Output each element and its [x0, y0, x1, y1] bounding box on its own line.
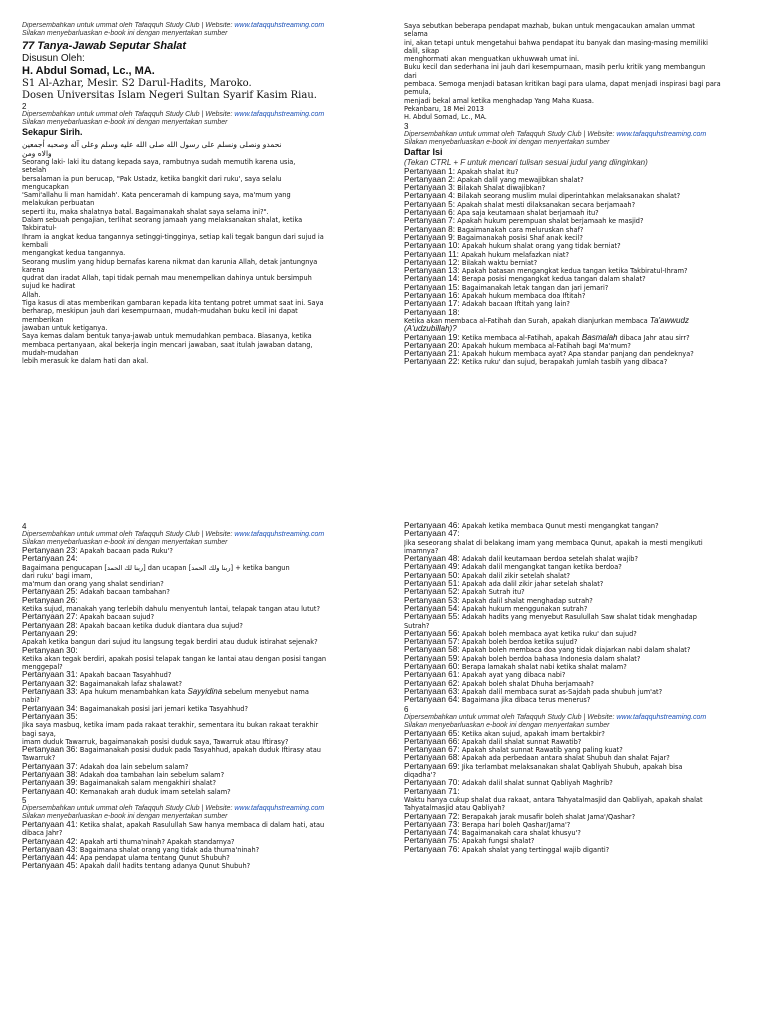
question-label: Pertanyaan 73:	[404, 819, 462, 829]
question-text: Apa pendapat ulama tentang Qunut Shubuh?	[79, 854, 230, 863]
website-link[interactable]: www.tafaqquhstreaming.com	[234, 111, 325, 118]
text-line: karena	[22, 265, 45, 274]
question-label: Pertanyaan 66:	[404, 736, 462, 746]
page-number: 4	[22, 522, 27, 531]
question-label: Pertanyaan 35:	[22, 711, 78, 721]
question-item[interactable]	[404, 226, 768, 234]
question-text: Apakah boleh membaca ayat ketika ruku' dan sujud?	[461, 629, 637, 638]
header-text: Dipersembahkan untuk ummat oleh Tafaqquh Study Club | Website:	[404, 130, 617, 138]
question-label: Pertanyaan 11:	[404, 249, 462, 259]
question-text: Apakah ada perbedaan antara shalat Shubuh dan shalat Fajar?	[461, 754, 670, 763]
question-term: Sayyidina	[185, 687, 223, 697]
question-text: Adakah hadits yang menyebut Rasulullah Saw shalat tidak menghadap	[461, 613, 697, 622]
question-text: Ketika akan tegak berdiri, apakah posisi telapak tangan ke lantai atau dengan posisi tangan	[22, 654, 327, 663]
question-text: Adakah doa lain sebelum salam?	[79, 762, 189, 771]
header-note: Silakan menyebarluaskan e-book ini dengan menyertakan sumber	[22, 30, 228, 37]
question-text: Apakah hukum shalat orang yang tidak berniat?	[461, 242, 621, 251]
toc-hint: (Tekan CTRL + F untuk mencari tulisan sesuai judul yang diinginkan)	[404, 157, 648, 167]
page-header	[404, 131, 768, 147]
question-text: Apakah bacaan pada Ruku'?	[79, 547, 173, 555]
question-item[interactable]	[404, 358, 768, 366]
text-line: selama	[404, 30, 428, 39]
question-text: Apakah hukum menggunakan sutrah?	[461, 604, 588, 613]
question-text: Apakah bacaan ketika duduk diantara dua sujud?	[79, 621, 243, 630]
author-education: S1 Al-Azhar, Mesir. S2 Darul-Hadits, Maroko.	[22, 78, 252, 89]
question-item[interactable]	[404, 763, 768, 771]
text-line: mengucapkan	[22, 182, 69, 191]
question-item[interactable]	[22, 597, 392, 605]
question-text: diqadha'?	[404, 771, 436, 780]
header-note: Silakan menyebarluaskan e-book ini dengan menyertakan sumber	[22, 539, 228, 546]
text-line: membaca pertanyaan, akal bekerja ingin mencari jawaban, saat itulah jawaban datang,	[22, 340, 313, 349]
question-list	[404, 168, 768, 367]
question-item[interactable]	[22, 862, 392, 870]
question-label: Pertanyaan 18:	[404, 307, 460, 317]
question-label: Pertanyaan 27:	[22, 612, 80, 622]
question-label: Pertanyaan 30:	[22, 645, 78, 655]
question-item[interactable]	[22, 713, 392, 721]
question-label: Pertanyaan 59:	[404, 653, 462, 663]
question-text: Jika saya masbuq, ketika imam pada rakaat terakhir, sementara itu bukan rakaat terakhir	[22, 721, 319, 730]
question-item[interactable]	[404, 796, 768, 804]
question-text: Bagaimanakah letak tangan dan jari jemari?	[461, 283, 609, 292]
question-text: Apakah boleh berdoa ketika sujud?	[461, 638, 578, 647]
question-text: Adakah dalil keutamaan berdoa setelah shalat wajib?	[461, 555, 638, 564]
question-item[interactable]	[22, 555, 392, 563]
question-label: Pertanyaan 56:	[404, 628, 462, 638]
question-label: Pertanyaan 36:	[22, 745, 80, 755]
question-label: Pertanyaan 26:	[22, 595, 78, 605]
author-name: H. Abdul Somad, Lc., MA.	[22, 65, 155, 77]
question-item[interactable]	[404, 696, 768, 704]
website-link[interactable]: www.tafaqquhstreaming.com	[616, 130, 707, 138]
text-line: H. Abdul Somad, Lc., MA.	[404, 113, 487, 122]
question-label: Pertanyaan 65:	[404, 728, 462, 738]
question-text: Ketika ruku' dan sujud, berapakah jumlah tasbih yang dibaca?	[461, 358, 668, 367]
question-text: Adakah dalil shalat sunnat Qabliyah Maghrib?	[461, 779, 613, 788]
question-text: Adakah doa tambahan lain sebelum salam?	[79, 771, 225, 780]
question-label: Pertanyaan 76:	[404, 844, 462, 854]
page-header	[22, 111, 392, 127]
question-item[interactable]	[404, 217, 768, 225]
question-text: Waktu hanya cukup shalat dua rakaat, antara Tahyatalmasjid dan Qabliyah, apakah shalat	[404, 795, 703, 804]
question-label: Pertanyaan 71:	[404, 786, 460, 796]
text-line: Allah.	[22, 290, 41, 299]
question-text: Berapakah jarak musafir boleh shalat Jama'/Qashar?	[461, 812, 636, 821]
header-text: Dipersembahkan untuk ummat oleh Tafaqquh Study Club | Website:	[404, 713, 617, 721]
question-text: Bilakah seorang muslim mulai diperintahkan melaksanakan shalat?	[457, 192, 681, 201]
question-text: Bagaimanakah cara shalat khusyu'?	[461, 829, 581, 838]
question-text: Apakah ada dalil zikir jahar setelah shalat?	[461, 580, 604, 589]
question-list	[404, 730, 768, 854]
question-label: Pertanyaan 28:	[22, 620, 80, 630]
website-link[interactable]: www.tafaqquhstreaming.com	[234, 22, 325, 29]
header-note: Silakan menyebarluaskan e-book ini dengan menyertakan sumber	[22, 119, 228, 126]
header-text: Dipersembahkan untuk ummat oleh Tafaqquh Study Club | Website:	[22, 804, 235, 812]
question-text: Ketika akan membaca al-Fatihah dan Surah, apakah dianjurkan membaca	[404, 316, 648, 325]
question-text: Kemanakah arah duduk imam setelah salam?	[79, 787, 231, 796]
question-label: Pertanyaan 32:	[22, 678, 80, 688]
question-text: dari ruku' bagi imam,	[22, 571, 93, 580]
question-label: Pertanyaan 61:	[404, 670, 462, 680]
question-label: Pertanyaan 49:	[404, 562, 462, 572]
question-label: Pertanyaan 75:	[404, 836, 462, 846]
question-item[interactable]	[404, 309, 768, 317]
text-line: jawaban untuk ketiganya.	[22, 323, 108, 332]
question-label: Pertanyaan 52:	[404, 587, 462, 597]
question-item[interactable]	[22, 572, 392, 580]
question-item[interactable]	[22, 564, 392, 572]
question-item[interactable]	[22, 647, 392, 655]
text-line: dari	[404, 71, 417, 80]
question-label: Pertanyaan 25:	[22, 587, 80, 597]
question-label: Pertanyaan 39:	[22, 778, 80, 788]
text-line: Buku kecil dan sederhana ini jauh dari kesempurnaan, masih perlu kritik yang membangun	[404, 63, 706, 72]
question-text: Apakah boleh shalat Dhuha berjamaah?	[461, 679, 594, 688]
question-text: Bagaimanakah lafaz shalawat?	[79, 679, 182, 688]
question-text: Adakah bacaan tambahan?	[79, 588, 170, 597]
question-text: Apakah shalat itu?	[457, 167, 519, 176]
text-line: menghormati akan menguatkan ukhuwwah umat ini.	[404, 55, 580, 64]
text-line: Dalam sebuah pengajian, terlihat seorang jamaah yang melaksanakan shalat, ketika	[22, 216, 303, 225]
question-text: Berapa hari boleh Qashar/Jama'?	[461, 820, 571, 829]
question-item[interactable]	[404, 201, 768, 209]
question-label: Pertanyaan 7:	[404, 216, 458, 226]
question-item[interactable]	[22, 655, 392, 663]
question-text: nabi?	[22, 696, 40, 705]
question-text: Jika seseorang shalat di belakang imam yang membaca Qunut, apakah ia mesti mengikuti	[404, 538, 703, 547]
question-text: imam duduk Tawarruk, bagaimanakah posisi duduk saya, Tawarruk atau Iftirasy?	[22, 737, 289, 746]
question-label: Pertanyaan 1:	[404, 166, 458, 176]
website-link[interactable]: www.tafaqquhstreaming.com	[234, 804, 325, 812]
question-term: Basmalah	[579, 332, 618, 342]
page-number: 2	[22, 102, 27, 111]
question-label: Pertanyaan 17:	[404, 299, 462, 309]
question-text: Apakah dalil zikir setelah shalat?	[461, 571, 571, 580]
question-text: Apakah dalil shalat sunnat Rawatib?	[461, 737, 582, 746]
page-header	[22, 531, 392, 547]
question-label: Pertanyaan 23:	[22, 546, 80, 555]
text-line: seperti itu, maka shalatnya batal. Bagaimanakah shalat saya selama ini?".	[22, 207, 269, 216]
text-line: setelah	[22, 166, 47, 175]
question-text: Apakah dalil yang mewajibkan shalat?	[457, 175, 584, 184]
page-header	[404, 714, 768, 730]
question-label: Pertanyaan 67:	[404, 745, 462, 755]
question-label: Pertanyaan 34:	[22, 703, 80, 713]
question-text: Bilakah Shalat diwajibkan?	[457, 184, 546, 193]
question-label: Pertanyaan 43:	[22, 844, 80, 854]
question-text: Apa hukum menambahkan kata	[79, 688, 186, 697]
question-item[interactable]	[404, 613, 768, 621]
question-text: Tahyatalmasjid atau Qabliyah?	[404, 804, 506, 813]
question-label: Pertanyaan 29:	[22, 628, 78, 638]
question-text: Apakah hukum melafazkan niat?	[461, 250, 569, 259]
question-text: bagi saya,	[22, 729, 56, 738]
text-line: dalil, sikap	[404, 46, 440, 55]
header-text: Dipersembahkan untuk ummat oleh Tafaqquh Study Club | Website:	[22, 111, 235, 118]
question-label: Pertanyaan 57:	[404, 637, 462, 647]
question-label: Pertanyaan 50:	[404, 570, 462, 580]
website-link[interactable]: www.tafaqquhstreaming.com	[234, 531, 325, 538]
question-text: Bilakah waktu berniat?	[461, 258, 538, 267]
page-header	[22, 22, 392, 38]
text-line: melakukan perbuatan	[22, 199, 95, 208]
question-label: Pertanyaan 31:	[22, 670, 80, 680]
question-text: Jika terlambat melaksanakan shalat Qabliyah Shubuh, apakah bisa	[461, 762, 683, 771]
text-line: kembali	[22, 240, 48, 249]
question-label: Pertanyaan 16:	[404, 291, 462, 301]
question-text: Apakah bacaan Tasyahhud?	[79, 671, 172, 680]
question-text: Bagaimana shalat orang yang tidak ada thuma'ninah?	[79, 845, 260, 854]
question-text: Apakah batasan mengangkat kedua tangan ketika Takbiratul-Ihram?	[461, 267, 688, 276]
question-label: Pertanyaan 48:	[404, 554, 462, 564]
header-note: Silakan menyebarluaskan e-book ini dengan menyertakan sumber	[22, 812, 228, 820]
question-label: Pertanyaan 21:	[404, 349, 462, 359]
text-line: Takbiratul-	[22, 224, 57, 233]
page-number: 3	[404, 121, 409, 131]
question-text: imamnya?	[404, 546, 439, 555]
question-label: Pertanyaan 46:	[404, 522, 462, 530]
question-text: Bagaimanakah posisi Shaf anak kecil?	[457, 233, 583, 242]
question-label: Pertanyaan 8:	[404, 224, 458, 234]
text-line: memberikan	[22, 315, 64, 324]
question-label: Pertanyaan 4:	[404, 191, 458, 201]
question-label: Pertanyaan 13:	[404, 266, 462, 276]
question-label: Pertanyaan 2:	[404, 174, 458, 184]
text-line: mudah-mudahan	[22, 348, 79, 357]
page-column-4	[404, 522, 768, 1012]
text-line: mengangkat kedua tangannya.	[22, 249, 126, 258]
question-label: Pertanyaan 70:	[404, 778, 462, 788]
text-line: Seorang laki- laki itu datang kepada saya, rambutnya sudah memutih karena usia,	[22, 158, 296, 166]
question-text: Apakah ayat yang dibaca nabi?	[461, 671, 566, 680]
question-label: Pertanyaan 37:	[22, 761, 80, 771]
question-label: Pertanyaan 51:	[404, 579, 462, 589]
question-item[interactable]	[22, 721, 392, 729]
question-text: Ketika membaca al-Fatihah, apakah	[461, 333, 580, 342]
question-text: Adakah dalil mengangkat tangan ketika berdoa?	[461, 563, 622, 572]
question-text: Apakah hukum membaca al-Fatihah bagi Ma'mum?	[461, 341, 631, 350]
preface-text	[22, 158, 392, 365]
question-text: Adakah bacaan Iftitah yang lain?	[461, 300, 570, 309]
question-text: menggepal?	[22, 663, 63, 672]
question-text: Apakah ketika membaca Qunut mesti mengangkat tangan?	[461, 522, 659, 530]
question-label: Pertanyaan 62:	[404, 678, 462, 688]
question-label: Pertanyaan 9:	[404, 232, 458, 242]
question-label: Pertanyaan 40:	[22, 786, 80, 796]
question-text: Bagaimanakah cara meluruskan shaf?	[457, 225, 584, 234]
question-text: Ketika sujud, manakah yang terlebih dahulu menyentuh lantai, telapak tangan atau lutut?	[22, 605, 320, 614]
question-label: Pertanyaan 64:	[404, 695, 462, 705]
question-label: Pertanyaan 63:	[404, 686, 462, 696]
question-item[interactable]	[22, 746, 392, 754]
header-text: Dipersembahkan untuk ummat oleh Tafaqquh Study Club | Website:	[22, 531, 235, 538]
question-text: Apakah bacaan sujud?	[79, 613, 155, 622]
author-job: Dosen Universitas Islam Negeri Sultan Syarif Kasim Riau.	[22, 90, 317, 101]
question-label: Pertanyaan 6:	[404, 208, 458, 218]
section-title: Sekapur Sirih.	[22, 127, 83, 137]
question-label: Pertanyaan 58:	[404, 645, 462, 655]
question-item[interactable]	[404, 192, 768, 200]
question-text: Apakah fungsi shalat?	[461, 837, 535, 846]
question-label: Pertanyaan 54:	[404, 603, 462, 613]
question-label: Pertanyaan 20:	[404, 340, 462, 350]
page-column-3	[22, 522, 392, 1012]
question-text: ma'mum dan orang yang shalat sendirian?	[22, 580, 164, 589]
question-list	[404, 522, 768, 705]
question-label: Pertanyaan 22:	[404, 357, 462, 367]
question-item[interactable]	[22, 821, 392, 829]
question-text: Apakah arti thuma'ninah? Apakah standarnya?	[79, 837, 235, 846]
arabic-line: نحمدو ونصلى ونسلم على رسول الله صلى الله عليه وسلم وعلى آله وصحبه أجمعين	[22, 140, 282, 149]
text-line: qudrat dan iradat Allah, tapi tidak pernah mau menempelkan dahinya untuk bersimpuh	[22, 274, 312, 283]
text-line: lebih merasuk ke dalam hati dan akal.	[22, 357, 149, 366]
text-line: menjadi bekal amal ketika menghadap Yang Maha Kuasa.	[404, 96, 594, 105]
question-item[interactable]	[404, 317, 768, 325]
question-text: Apakah Sutrah itu?	[461, 588, 525, 597]
arabic-line: والاه ومن	[22, 149, 52, 158]
text-line: Ihram ia angkat kedua tangannya setinggi-tingginya, setiap kali tegak bangun dari sujud ia	[22, 232, 324, 241]
question-text: Apakah dalil hadits tentang adanya Qunut Shubuh?	[79, 862, 251, 871]
question-label: Pertanyaan 33:	[22, 687, 80, 697]
text-line: 'Sami'allahu li man hamidah'. Kata penceramah di kampung saya, ma'mum yang	[22, 191, 291, 200]
question-label: Pertanyaan 74:	[404, 828, 462, 838]
question-text: sebelum menyebut nama	[222, 688, 309, 697]
question-label: Pertanyaan 41:	[22, 819, 80, 829]
text-line: Saya sebutkan beberapa pendapat mazhab, bukan untuk mengacaukan amalan ummat	[404, 22, 695, 30]
question-text: dibaca Jahr?	[22, 829, 63, 838]
question-label: Pertanyaan 5:	[404, 199, 458, 209]
question-text: Apakah shalat sunnat Rawatib yang paling kuat?	[461, 746, 623, 755]
text-line: pembaca. Semoga menjadi batasan kritikan bagi para ulama, dapat menjadi inspirasi bagi para	[404, 80, 721, 89]
question-item[interactable]	[22, 788, 392, 796]
text-line: Seorang muslim yang hidup bernafas karena nikmat dan karunia Allah, detak jantungnya	[22, 257, 318, 266]
question-item[interactable]	[404, 176, 768, 184]
question-text: Ketika shalat, apakah Rasulullah Saw hanya membaca di dalam hati, atau	[79, 820, 325, 829]
question-label: Pertanyaan 69:	[404, 761, 462, 771]
question-text: Apakah shalat mesti dilaksanakan secara berjamaah?	[457, 200, 636, 209]
question-label: Pertanyaan 44:	[22, 853, 80, 863]
question-label: Pertanyaan 42:	[22, 836, 80, 846]
question-text: Bagaimanakah posisi duduk pada Tasyahhud, apakah duduk Iftirasy atau	[79, 746, 321, 755]
text-line: pemula,	[404, 88, 431, 97]
toc-title: Daftar Isi	[404, 146, 443, 157]
question-label: Pertanyaan 38:	[22, 770, 80, 780]
question-label: Pertanyaan 60:	[404, 662, 462, 672]
text-line: bersalaman ia pun berucap, "Pak Ustadz, ketika bangkit dari ruku', saya selalu	[22, 174, 282, 183]
question-text: Bagaimana jika dibaca terus menerus?	[461, 696, 591, 705]
question-text: Bagaimana pengucapan [ربنا لك الحمد] dan ucapan [ربنا ولك الحمد] + ketika bangun	[22, 563, 290, 572]
question-text: Bagaimanakah posisi jari jemari ketika Tasyahhud?	[79, 704, 248, 713]
question-text: Apakah hukum membaca doa Iftitah?	[461, 292, 586, 301]
question-text: Bagaimanakah salam mengakhiri shalat?	[79, 779, 216, 788]
page-number: 5	[22, 795, 27, 805]
text-line: sujud ke hadirat	[22, 282, 76, 291]
question-item[interactable]	[404, 168, 768, 176]
question-text: Apakah boleh membaca doa yang tidak diajarkan nabi dalam shalat?	[461, 646, 691, 655]
question-text: Apakah shalat yang tertinggal wajib diganti?	[461, 845, 610, 854]
question-text: Apakah hukum membaca ayat? Apa standar panjang dan pendeknya?	[461, 350, 694, 359]
website-link[interactable]: www.tafaqquhstreaming.com	[616, 713, 707, 721]
question-list	[22, 821, 392, 871]
page-header	[22, 805, 392, 821]
text-line: Pekanbaru, 18 Mei 2013	[404, 104, 484, 113]
question-label: Pertanyaan 55:	[404, 612, 462, 622]
question-text: Tawarruk?	[22, 754, 56, 763]
question-text: Apakah ketika bangun dari sujud itu langsung tegak berdiri atau duduk istirahat sejenak?	[22, 638, 318, 647]
page-number: 6	[404, 704, 409, 714]
text-line: ini, akan tetapi untuk mengetahui bahwa pendapat itu banyak dan masing-masing memiliki	[404, 38, 708, 47]
compiled-by: Disusun Oleh:	[22, 53, 85, 64]
question-text: Ketika akan sujud, apakah imam bertakbir?	[461, 729, 605, 738]
question-text: Apakah hukum perempuan shalat berjamaah ke masjid?	[457, 217, 644, 226]
question-label: Pertanyaan 68:	[404, 753, 462, 763]
question-text: Berapa lamakah shalat nabi ketika shalat malam?	[461, 663, 627, 672]
header-note: Silakan menyebarluaskan e-book ini dengan menyertakan sumber	[404, 721, 610, 729]
question-label: Pertanyaan 15:	[404, 282, 462, 292]
preface-text	[404, 22, 768, 122]
question-list	[22, 547, 392, 796]
question-term: (A'udzubillah)?	[404, 324, 457, 334]
question-text: Apakah boleh berdoa bahasa Indonesia dalam shalat?	[461, 654, 641, 663]
question-term: Ta'awwudz	[647, 315, 689, 325]
question-label: Pertanyaan 47:	[404, 529, 460, 539]
question-label: Pertanyaan 24:	[22, 554, 78, 564]
question-label: Pertanyaan 53:	[404, 595, 462, 605]
question-label: Pertanyaan 72:	[404, 811, 462, 821]
text-line: berharap, meskipun jauh dari kesempurnaan, mudah-mudahan buku kecil ini dapat	[22, 307, 298, 316]
question-label: Pertanyaan 19:	[404, 332, 462, 342]
question-label: Pertanyaan 3:	[404, 183, 458, 193]
question-item[interactable]	[404, 846, 768, 854]
text-line: Saya kemas dalam bentuk tanya-jawab untuk memudahkan pembaca. Biasanya, ketika	[22, 332, 312, 341]
question-label: Pertanyaan 10:	[404, 241, 462, 251]
question-item[interactable]	[22, 688, 392, 696]
page-column-1	[22, 22, 392, 487]
question-text: Apa saja keutamaan shalat berjamaah itu?	[457, 209, 599, 218]
question-item[interactable]	[404, 788, 768, 796]
header-note: Silakan menyebarluaskan e-book ini dengan menyertakan sumber	[404, 138, 610, 146]
question-item[interactable]	[404, 530, 768, 538]
question-item[interactable]	[22, 630, 392, 638]
question-item[interactable]	[404, 539, 768, 547]
question-label: Pertanyaan 14:	[404, 274, 462, 284]
question-text: dibaca Jahr atau sirr?	[617, 333, 690, 342]
book-title: 77 Tanya-Jawab Seputar Shalat	[22, 40, 187, 52]
header-text: Dipersembahkan untuk ummat oleh Tafaqquh Study Club | Website:	[22, 22, 235, 29]
question-text: Apakah dalil membaca surat as-Sajdah pada shubuh jum'at?	[461, 687, 663, 696]
text-line: Tiga kasus di atas memberikan gambaran kepada kita tentang potret ummat saat ini. Saya	[22, 299, 324, 308]
question-text: Berapa posisi mengangkat kedua tangan dalam shalat?	[461, 275, 646, 284]
question-label: Pertanyaan 45:	[22, 861, 80, 871]
question-label: Pertanyaan 12:	[404, 257, 462, 267]
question-item[interactable]	[22, 730, 392, 738]
question-text: Sutrah?	[404, 621, 430, 630]
question-text: Apakah dalil shalat menghadap sutrah?	[461, 596, 593, 605]
page-column-2	[404, 22, 768, 487]
